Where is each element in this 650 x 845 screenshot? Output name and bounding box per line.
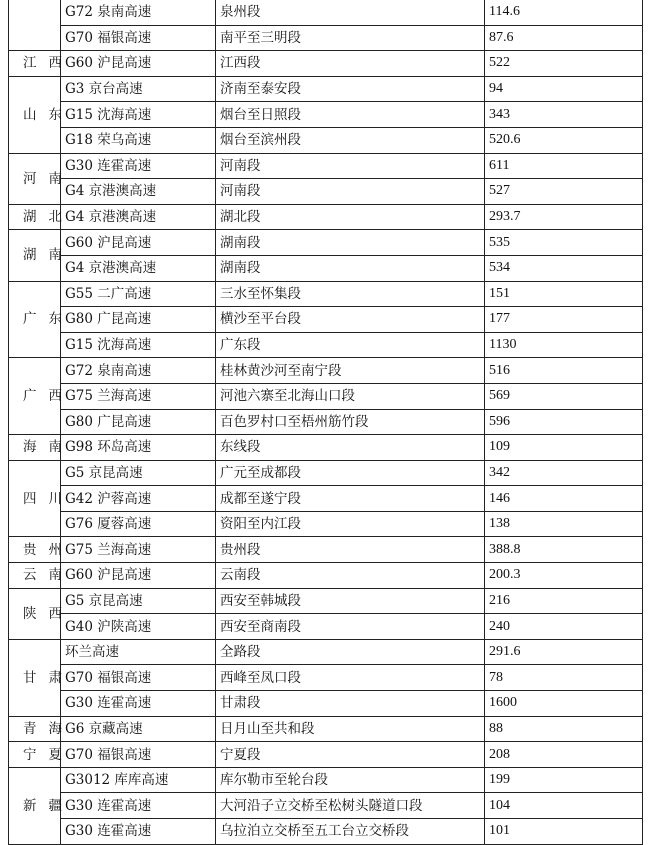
section-cell: 百色罗村口至梧州筋竹段 (216, 409, 485, 435)
road-cell: G15 沈海高速 (61, 102, 216, 128)
table-row (9, 127, 643, 153)
road-cell: 环兰高速 (61, 639, 216, 665)
table-row (9, 563, 643, 589)
province-cell (9, 0, 61, 51)
table-row (9, 0, 643, 25)
province-cell: 四川 (9, 460, 61, 537)
road-cell: G42 沪蓉高速 (61, 486, 216, 512)
table-row (9, 230, 643, 256)
length-cell: 1600 (485, 691, 643, 717)
table-row (9, 383, 643, 409)
section-cell: 库尔勒市至轮台段 (216, 767, 485, 793)
road-cell: G18 荣乌高速 (61, 127, 216, 153)
section-cell: 泉州段 (216, 0, 485, 25)
length-cell: 88 (485, 716, 643, 742)
length-cell: 535 (485, 230, 643, 256)
section-cell: 江西段 (216, 51, 485, 77)
length-cell: 291.6 (485, 639, 643, 665)
section-cell: 河南段 (216, 179, 485, 205)
table-row (9, 716, 643, 742)
road-cell: G72 泉南高速 (61, 358, 216, 384)
length-cell: 516 (485, 358, 643, 384)
road-cell: G4 京港澳高速 (61, 204, 216, 230)
table-row (9, 486, 643, 512)
table-row (9, 307, 643, 333)
section-cell: 桂林黄沙河至南宁段 (216, 358, 485, 384)
road-cell: G3 京台高速 (61, 76, 216, 102)
length-cell: 343 (485, 102, 643, 128)
table-row (9, 742, 643, 768)
length-cell: 104 (485, 793, 643, 819)
length-cell: 151 (485, 281, 643, 307)
length-cell: 87.6 (485, 25, 643, 51)
road-cell: G6 京藏高速 (61, 716, 216, 742)
section-cell: 横沙至平台段 (216, 307, 485, 333)
table-row (9, 639, 643, 665)
road-cell: G4 京港澳高速 (61, 179, 216, 205)
section-cell: 湖南段 (216, 255, 485, 281)
table-row (9, 511, 643, 537)
road-cell: G72 泉南高速 (61, 0, 216, 25)
road-cell: G15 沈海高速 (61, 332, 216, 358)
length-cell: 138 (485, 511, 643, 537)
length-cell: 293.7 (485, 204, 643, 230)
table-row (9, 25, 643, 51)
section-cell: 济南至泰安段 (216, 76, 485, 102)
province-cell: 河南 (9, 153, 61, 204)
section-cell: 河南段 (216, 153, 485, 179)
table-row (9, 179, 643, 205)
table-row (9, 767, 643, 793)
province-cell: 青海 (9, 716, 61, 742)
road-cell: G40 沪陕高速 (61, 614, 216, 640)
length-cell: 146 (485, 486, 643, 512)
section-cell: 资阳至内江段 (216, 511, 485, 537)
section-cell: 贵州段 (216, 537, 485, 563)
road-cell: G30 连霍高速 (61, 153, 216, 179)
province-cell: 山东 (9, 76, 61, 153)
length-cell: 611 (485, 153, 643, 179)
length-cell: 342 (485, 460, 643, 486)
road-cell: G75 兰海高速 (61, 383, 216, 409)
road-cell: G60 沪昆高速 (61, 51, 216, 77)
road-cell: G98 环岛高速 (61, 435, 216, 461)
road-cell: G30 连霍高速 (61, 793, 216, 819)
table-row (9, 102, 643, 128)
table-row (9, 76, 643, 102)
length-cell: 78 (485, 665, 643, 691)
province-cell: 新疆 (9, 767, 61, 844)
length-cell: 177 (485, 307, 643, 333)
road-cell: G70 福银高速 (61, 25, 216, 51)
table-row (9, 435, 643, 461)
document-page (8, 0, 642, 838)
province-cell: 江西 (9, 51, 61, 77)
section-cell: 湖北段 (216, 204, 485, 230)
table-row (9, 665, 643, 691)
section-cell: 西安至韩城段 (216, 588, 485, 614)
table-row (9, 537, 643, 563)
road-cell: G60 沪昆高速 (61, 230, 216, 256)
road-cell: G5 京昆高速 (61, 460, 216, 486)
road-cell: G76 厦蓉高速 (61, 511, 216, 537)
road-cell: G4 京港澳高速 (61, 255, 216, 281)
length-cell: 94 (485, 76, 643, 102)
road-cell: G30 连霍高速 (61, 819, 216, 845)
road-cell: G80 广昆高速 (61, 409, 216, 435)
section-cell: 成都至遂宁段 (216, 486, 485, 512)
table-row (9, 691, 643, 717)
province-cell: 湖北 (9, 204, 61, 230)
road-cell: G5 京昆高速 (61, 588, 216, 614)
highway-table (8, 0, 643, 845)
length-cell: 216 (485, 588, 643, 614)
length-cell: 199 (485, 767, 643, 793)
table-row (9, 153, 643, 179)
length-cell: 596 (485, 409, 643, 435)
length-cell: 534 (485, 255, 643, 281)
road-cell: G30 连霍高速 (61, 691, 216, 717)
length-cell: 114.6 (485, 0, 643, 25)
section-cell: 西峰至凤口段 (216, 665, 485, 691)
section-cell: 西安至商南段 (216, 614, 485, 640)
table-row (9, 614, 643, 640)
section-cell: 乌拉泊立交桥至五工台立交桥段 (216, 819, 485, 845)
table-row (9, 460, 643, 486)
table-row (9, 204, 643, 230)
section-cell: 河池六寨至北海山口段 (216, 383, 485, 409)
table-row (9, 819, 643, 845)
road-cell: G70 福银高速 (61, 742, 216, 768)
section-cell: 日月山至共和段 (216, 716, 485, 742)
length-cell: 109 (485, 435, 643, 461)
section-cell: 南平至三明段 (216, 25, 485, 51)
road-cell: G70 福银高速 (61, 665, 216, 691)
road-cell: G60 沪昆高速 (61, 563, 216, 589)
section-cell: 烟台至日照段 (216, 102, 485, 128)
section-cell: 全路段 (216, 639, 485, 665)
province-cell: 广东 (9, 281, 61, 358)
length-cell: 208 (485, 742, 643, 768)
length-cell: 520.6 (485, 127, 643, 153)
road-cell: G55 二广高速 (61, 281, 216, 307)
highway-table-body (9, 0, 643, 844)
province-cell: 贵州 (9, 537, 61, 563)
table-row (9, 409, 643, 435)
road-cell: G80 广昆高速 (61, 307, 216, 333)
length-cell: 569 (485, 383, 643, 409)
section-cell: 三水至怀集段 (216, 281, 485, 307)
section-cell: 大河沿子立交桥至松树头隧道口段 (216, 793, 485, 819)
province-cell: 湖南 (9, 230, 61, 281)
length-cell: 1130 (485, 332, 643, 358)
length-cell: 240 (485, 614, 643, 640)
table-row (9, 51, 643, 77)
length-cell: 200.3 (485, 563, 643, 589)
table-row (9, 255, 643, 281)
province-cell: 宁夏 (9, 742, 61, 768)
length-cell: 388.8 (485, 537, 643, 563)
province-cell: 甘肃 (9, 639, 61, 716)
table-row (9, 281, 643, 307)
province-cell: 陕西 (9, 588, 61, 639)
section-cell: 云南段 (216, 563, 485, 589)
length-cell: 101 (485, 819, 643, 845)
section-cell: 宁夏段 (216, 742, 485, 768)
table-row (9, 793, 643, 819)
section-cell: 湖南段 (216, 230, 485, 256)
road-cell: G3012 库库高速 (61, 767, 216, 793)
section-cell: 广东段 (216, 332, 485, 358)
section-cell: 东线段 (216, 435, 485, 461)
table-row (9, 588, 643, 614)
road-cell: G75 兰海高速 (61, 537, 216, 563)
length-cell: 527 (485, 179, 643, 205)
province-cell: 云南 (9, 563, 61, 589)
province-cell: 广西 (9, 358, 61, 435)
length-cell: 522 (485, 51, 643, 77)
section-cell: 广元至成都段 (216, 460, 485, 486)
section-cell: 甘肃段 (216, 691, 485, 717)
province-cell: 海南 (9, 435, 61, 461)
table-row (9, 358, 643, 384)
section-cell: 烟台至滨州段 (216, 127, 485, 153)
table-row (9, 332, 643, 358)
